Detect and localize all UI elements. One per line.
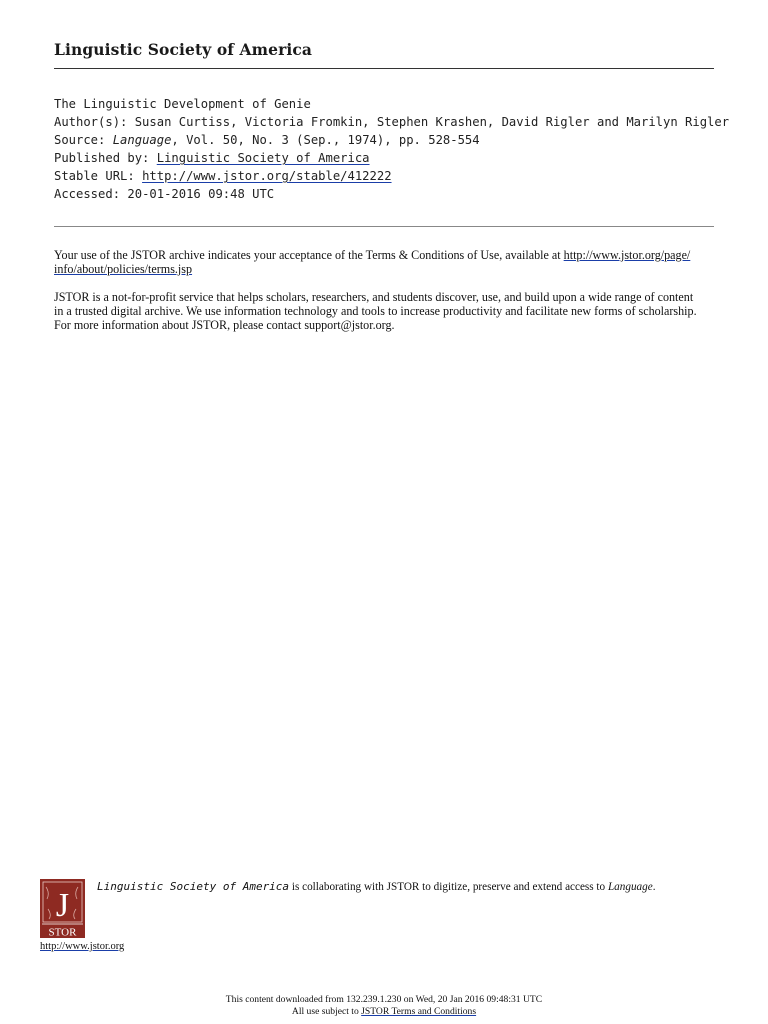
download-footer xyxy=(0,994,768,1017)
terms-paragraph xyxy=(54,249,714,277)
accessed-row xyxy=(54,185,724,203)
top-divider xyxy=(54,68,714,69)
published-label: Published by: xyxy=(54,151,150,165)
footer-line-1: This content downloaded from 132.239.1.230 on Wed, 20 Jan 2016 09:48:31 UTC xyxy=(225,994,543,1005)
jstor-logo-icon[interactable] xyxy=(40,879,85,938)
stable-url-row xyxy=(54,167,724,185)
source-label: Source: xyxy=(54,133,106,147)
source-journal: Language xyxy=(112,133,172,147)
authors-row xyxy=(54,113,730,131)
footer-terms-link[interactable]: JSTOR Terms and Conditions xyxy=(361,1005,477,1017)
stable-url-label: Stable URL: xyxy=(54,169,135,183)
middle-divider xyxy=(54,226,714,227)
terms-link-part1[interactable]: http://www.jstor.org/page/ xyxy=(563,248,691,262)
authors-value: Susan Curtiss, Victoria Fromkin, Stephen Krashen, David Rigler and Marilyn Rigler xyxy=(134,115,730,129)
source-row xyxy=(54,131,724,149)
collaboration-statement xyxy=(97,880,717,893)
accessed-label: Accessed: xyxy=(54,187,121,201)
jstor-home-link[interactable]: http://www.jstor.org xyxy=(40,941,125,952)
authors-label: Author(s): xyxy=(54,115,128,129)
publisher-row xyxy=(54,149,724,167)
citation-block xyxy=(54,95,730,203)
footer-line-2 xyxy=(0,1006,768,1018)
about-line-3: For more information about JSTOR, please contact support@jstor.org. xyxy=(54,317,395,332)
collab-middle: is collaborating with JSTOR to digitize, preserve and extend access to xyxy=(289,881,608,893)
about-line-1: JSTOR is a not-for-profit service that helps scholars, researchers, and students discover, use, and build upon a wide range of content xyxy=(54,290,694,304)
publisher-link[interactable]: Linguistic Society of America xyxy=(156,151,370,165)
terms-link-part2[interactable]: info/about/policies/terms.jsp xyxy=(54,261,193,276)
logo-letter: J xyxy=(55,887,70,924)
about-line-2: in a trusted digital archive. We use information technology and tools to increase productivity and facilitate new forms of scholarship. xyxy=(54,303,697,318)
collab-journal: Language xyxy=(607,881,653,893)
source-details: , Vol. 50, No. 3 (Sep., 1974), pp. 528-554 xyxy=(171,133,480,147)
about-paragraph xyxy=(54,291,714,332)
collab-org: Linguistic Society of America xyxy=(97,880,290,893)
article-title: The Linguistic Development of Genie xyxy=(54,97,311,111)
stable-url-link[interactable]: http://www.jstor.org/stable/412222 xyxy=(142,169,392,183)
terms-text: Your use of the JSTOR archive indicates your acceptance of the Terms & Conditions of Use, available at xyxy=(54,248,564,262)
logo-word: STOR xyxy=(48,926,77,938)
accessed-value: 20-01-2016 09:48 UTC xyxy=(127,187,275,201)
footer-prefix: All use subject to xyxy=(291,1005,362,1017)
collab-end: . xyxy=(652,881,656,893)
publisher-title: Linguistic Society of America xyxy=(54,40,313,59)
